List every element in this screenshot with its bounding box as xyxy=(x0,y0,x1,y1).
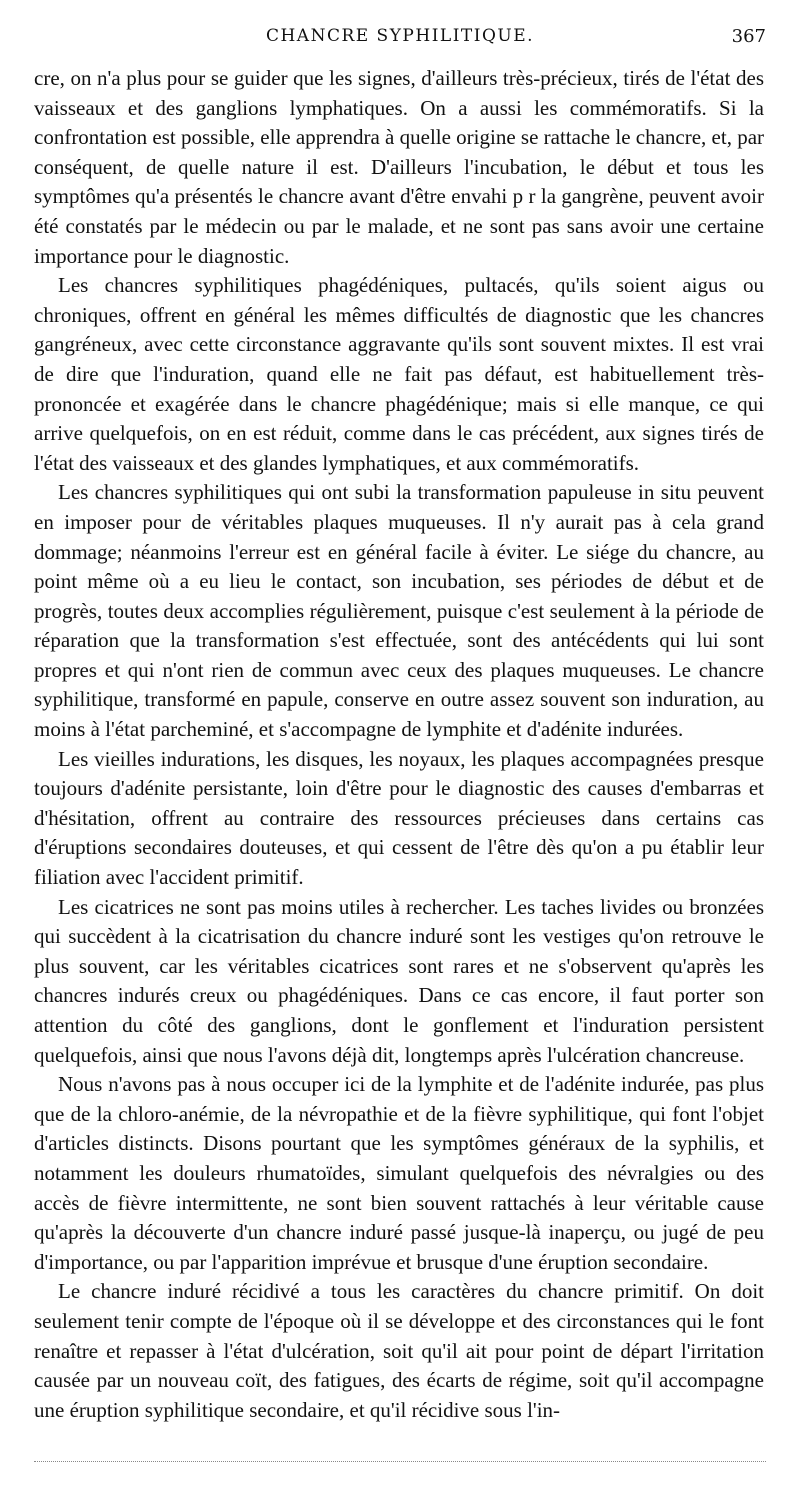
running-title: CHANCRE SYPHILITIQUE. xyxy=(265,26,535,46)
page-number: 367 xyxy=(731,26,766,47)
footer-rule xyxy=(34,1461,766,1462)
running-head xyxy=(0,26,800,50)
paragraph-4: Les vieilles indurations, les disques, les noyaux, les plaques accompagnées presque toujours d'adénite persistante, loin d'être pour le diagnostic des causes d'embarras et d'hésitation, offrent au contraire des ressources précieuses dans certains cas d'éruptions secondaires douteuses, et qui cessent de l'être dès qu'on a pu établir leur filiation avec l'accident primitif. xyxy=(34,746,764,890)
paragraph-1: cre, on n'a plus pour se guider que les signes, d'ailleurs très-précieux, tirés de l'état des vaisseaux et des ganglions lymphatiques. On a aussi les commémoratifs. Si la confrontation est possible, elle apprendra à quelle origine se rattache le chancre, et, par conséquent, de quelle nature il est. D'ailleurs l'incubation, le début et tous les symptômes qu'a présentés le chancre avant d'être envahi p r la gangrène, peuvent avoir été constatés par le médecin ou par le malade, et ne sont pas sans avoir une certaine importance pour le diagnostic. xyxy=(34,66,765,268)
paragraph-3: Les chancres syphilitiques qui ont subi la transformation papuleuse in situ peuvent en imposer pour de véritables plaques muqueuses. Il n'y aurait pas à cela grand dommage; néanmoins l'erreur est en général facile à éviter. Le siége du chancre, au point même où a eu lieu le contact, son incubation, ses périodes de début et de progrès, toutes deux accomplies régulièrement, puisque c'est seulement à la période de réparation que la transformation s'est effectuée, sont des antécédents qui lui sont propres et qui n'ont rien de commun avec ceux des plaques muqueuses. Le chancre syphilitique, transformé en papule, conserve en outre assez souvent son induration, au moins à l'état parcheminé, et s'accompagne de lymphite et d'adénite indurées. xyxy=(34,480,764,742)
paragraph-2: Les chancres syphilitiques phagédéniques, pultacés, qu'ils soient aigus ou chroniques, offrent en général les mêmes difficultés de diagnostic que les chancres gangréneux, avec cette circonstance aggravante qu'ils sont souvent mixtes. Il est vrai de dire que l'induration, quand elle ne fait pas défaut, est habituellement très-prononcée et exagérée dans le chancre phagédénique; mais si elle manque, ce qui arrive quelquefois, on en est réduit, comme dans le cas précédent, aux signes tirés de l'état des vaisseaux et des glandes lymphatiques, et aux commémoratifs. xyxy=(34,273,764,475)
paragraph-6: Nous n'avons pas à nous occuper ici de la lymphite et de l'adénite indurée, pas plus que de la chloro-anémie, de la névropathie et de la fièvre syphilitique, qui font l'objet d'articles distincts. Disons pourtant que les symptômes généraux de la syphilis, et notamment les douleurs rhumatoïdes, simulant quelquefois des névralgies ou des accès de fièvre intermittente, ne sont bien souvent rattachés à leur véritable cause qu'après la découverte d'un chancre induré passé jusque-là inaperçu, ou jugé de peu d'importance, ou par l'apparition imprévue et brusque d'une éruption secondaire. xyxy=(34,1072,764,1274)
body-text xyxy=(34,64,764,1425)
paragraph-7: Le chancre induré récidivé a tous les caractères du chancre primitif. On doit seulement tenir compte de l'époque où il se développe et des circonstances qui le font renaître et repasser à l'état d'ulcération, soit qu'il ait pour point de départ l'irritation causée par un nouveau coït, des fatigues, des écarts de régime, soit qu'il accompagne une éruption syphilitique secondaire, et qu'il récidive sous l'in- xyxy=(34,1279,764,1422)
paragraph-5: Les cicatrices ne sont pas moins utiles à rechercher. Les taches livides ou bronzées qui succèdent à la cicatrisation du chancre induré sont les vestiges qu'on retrouve le plus souvent, car les véritables cicatrices sont rares et ne s'observent qu'après les chancres indurés creux ou phagédéniques. Dans ce cas encore, il faut porter son attention du côté des ganglions, dont le gonflement et l'induration persistent quelquefois, ainsi que nous l'avons déjà dit, longtemps après l'ulcération chancreuse. xyxy=(34,894,764,1067)
